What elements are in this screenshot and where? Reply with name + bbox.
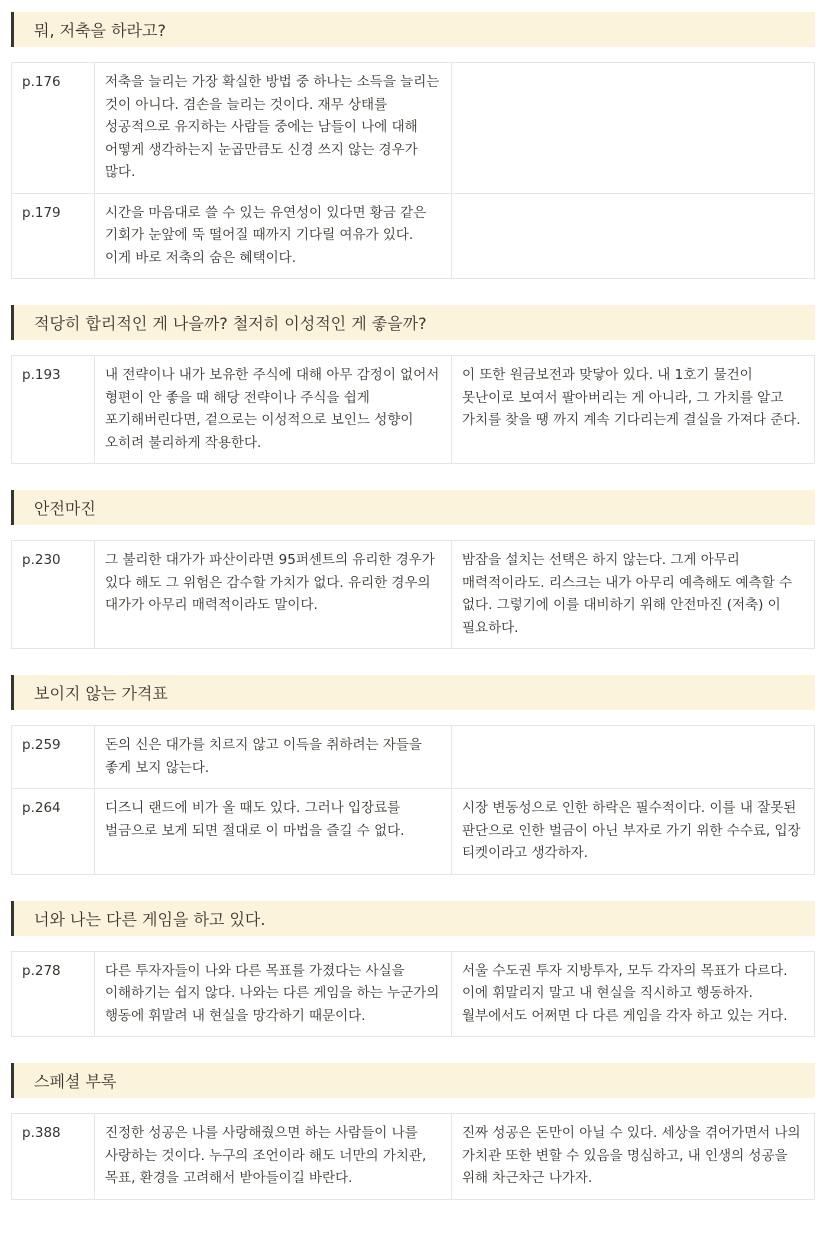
page-number-cell[interactable]: p.230 bbox=[12, 541, 95, 649]
note-cell[interactable]: 서울 수도권 투자 지방투자, 모두 각자의 목표가 다르다. 이에 휘말리지 말고 내 현실을 직시하고 행동하자. 월부에서도 어쩌면 다 다른 게임을 각자 하고 있는 거다. bbox=[452, 951, 815, 1037]
section bbox=[11, 675, 815, 875]
quote-cell[interactable]: 돈의 신은 대가를 치르지 않고 이득을 취하려는 자들을 좋게 보지 않는다. bbox=[95, 726, 452, 789]
note-cell[interactable]: 이 또한 원금보전과 맞닿아 있다. 내 1호기 물건이 못난이로 보여서 팔아버리는 게 아니라, 그 가치를 알고 가치를 찾을 땡 까지 계속 기다리는게 결실을 가져다 준다. bbox=[452, 356, 815, 464]
table-row bbox=[12, 789, 815, 875]
quote-table bbox=[11, 355, 815, 464]
note-cell[interactable]: 밤잠을 설치는 선택은 하지 않는다. 그게 아무리 매력적이라도. 리스크는 내가 아무리 예측해도 예측할 수 없다. 그렇기에 이를 대비하기 위해 안전마진 (저축) 이 필요하다. bbox=[452, 541, 815, 649]
note-cell[interactable]: 진짜 성공은 돈만이 아닐 수 있다. 세상을 겪어가면서 나의 가치관 또한 변할 수 있음을 명심하고, 내 인생의 성공을 위해 차근차근 나가자. bbox=[452, 1114, 815, 1200]
quote-table bbox=[11, 725, 815, 875]
section bbox=[11, 1063, 815, 1200]
section bbox=[11, 490, 815, 649]
note-cell[interactable] bbox=[452, 726, 815, 789]
quote-cell[interactable]: 진정한 성공은 나를 사랑해줬으면 하는 사람들이 나를 사랑하는 것이다. 누구의 조언이라 해도 너만의 가치관, 목표, 환경을 고려해서 받아들이길 바란다. bbox=[95, 1114, 452, 1200]
note-cell[interactable]: 시장 변동성으로 인한 하락은 필수적이다. 이를 내 잘못된 판단으로 인한 벌금이 아닌 부자로 가기 위한 수수료, 입장 티켓이라고 생각하자. bbox=[452, 789, 815, 875]
quote-table bbox=[11, 62, 815, 279]
section-heading: 너와 나는 다른 게임을 하고 있다. bbox=[11, 901, 815, 936]
quote-cell[interactable]: 다른 투자자들이 나와 다른 목표를 가졌다는 사실을 이해하기는 쉽지 않다. 나와는 다른 게임을 하는 누군가의 행동에 휘말려 내 현실을 망각하기 때문이다. bbox=[95, 951, 452, 1037]
table-row bbox=[12, 356, 815, 464]
section-heading: 적당히 합리적인 게 나을까? 철저히 이성적인 게 좋을까? bbox=[11, 305, 815, 340]
table-row bbox=[12, 63, 815, 194]
table-row bbox=[12, 193, 815, 279]
section bbox=[11, 305, 815, 464]
section-heading: 보이지 않는 가격표 bbox=[11, 675, 815, 710]
quote-cell[interactable]: 그 불리한 대가가 파산이라면 95퍼센트의 유리한 경우가 있다 해도 그 위험은 감수할 가치가 없다. 유리한 경우의 대가가 아무리 매력적이라도 말이다. bbox=[95, 541, 452, 649]
quote-cell[interactable]: 내 전략이나 내가 보유한 주식에 대해 아무 감정이 없어서 형편이 안 좋을 때 해당 전략이나 주식을 쉽게 포기해버린다면, 겉으로는 이성적으로 보인느 성향이 오히려 불리하게 작용한다. bbox=[95, 356, 452, 464]
table-row bbox=[12, 541, 815, 649]
page-number-cell[interactable]: p.264 bbox=[12, 789, 95, 875]
page-number-cell[interactable]: p.259 bbox=[12, 726, 95, 789]
section-heading: 뭐, 저축을 하라고? bbox=[11, 12, 815, 47]
section bbox=[11, 12, 815, 279]
section bbox=[11, 901, 815, 1038]
page-number-cell[interactable]: p.193 bbox=[12, 356, 95, 464]
table-row bbox=[12, 726, 815, 789]
section-heading: 스페셜 부록 bbox=[11, 1063, 815, 1098]
page-number-cell[interactable]: p.179 bbox=[12, 193, 95, 279]
page-number-cell[interactable]: p.176 bbox=[12, 63, 95, 194]
quote-table bbox=[11, 1113, 815, 1200]
note-cell[interactable] bbox=[452, 63, 815, 194]
page-number-cell[interactable]: p.278 bbox=[12, 951, 95, 1037]
quote-cell[interactable]: 디즈니 랜드에 비가 올 때도 있다. 그러나 입장료를 벌금으로 보게 되면 절대로 이 마법을 즐길 수 없다. bbox=[95, 789, 452, 875]
page-number-cell[interactable]: p.388 bbox=[12, 1114, 95, 1200]
quote-table bbox=[11, 951, 815, 1038]
quote-table bbox=[11, 540, 815, 649]
note-cell[interactable] bbox=[452, 193, 815, 279]
quote-cell[interactable]: 저축을 늘리는 가장 확실한 방법 중 하나는 소득을 늘리는 것이 아니다. 겸손을 늘리는 것이다. 재무 상태를 성공적으로 유지하는 사람들 중에는 남들이 나에 대해 어떻게 생각하는지 눈곱만큼도 신경 쓰지 않는 경우가 많다. bbox=[95, 63, 452, 194]
table-row bbox=[12, 951, 815, 1037]
table-row bbox=[12, 1114, 815, 1200]
section-heading: 안전마진 bbox=[11, 490, 815, 525]
quote-cell[interactable]: 시간을 마음대로 쓸 수 있는 유연성이 있다면 황금 같은 기회가 눈앞에 뚝 떨어질 때까지 기다릴 여유가 있다. 이게 바로 저축의 숨은 혜택이다. bbox=[95, 193, 452, 279]
